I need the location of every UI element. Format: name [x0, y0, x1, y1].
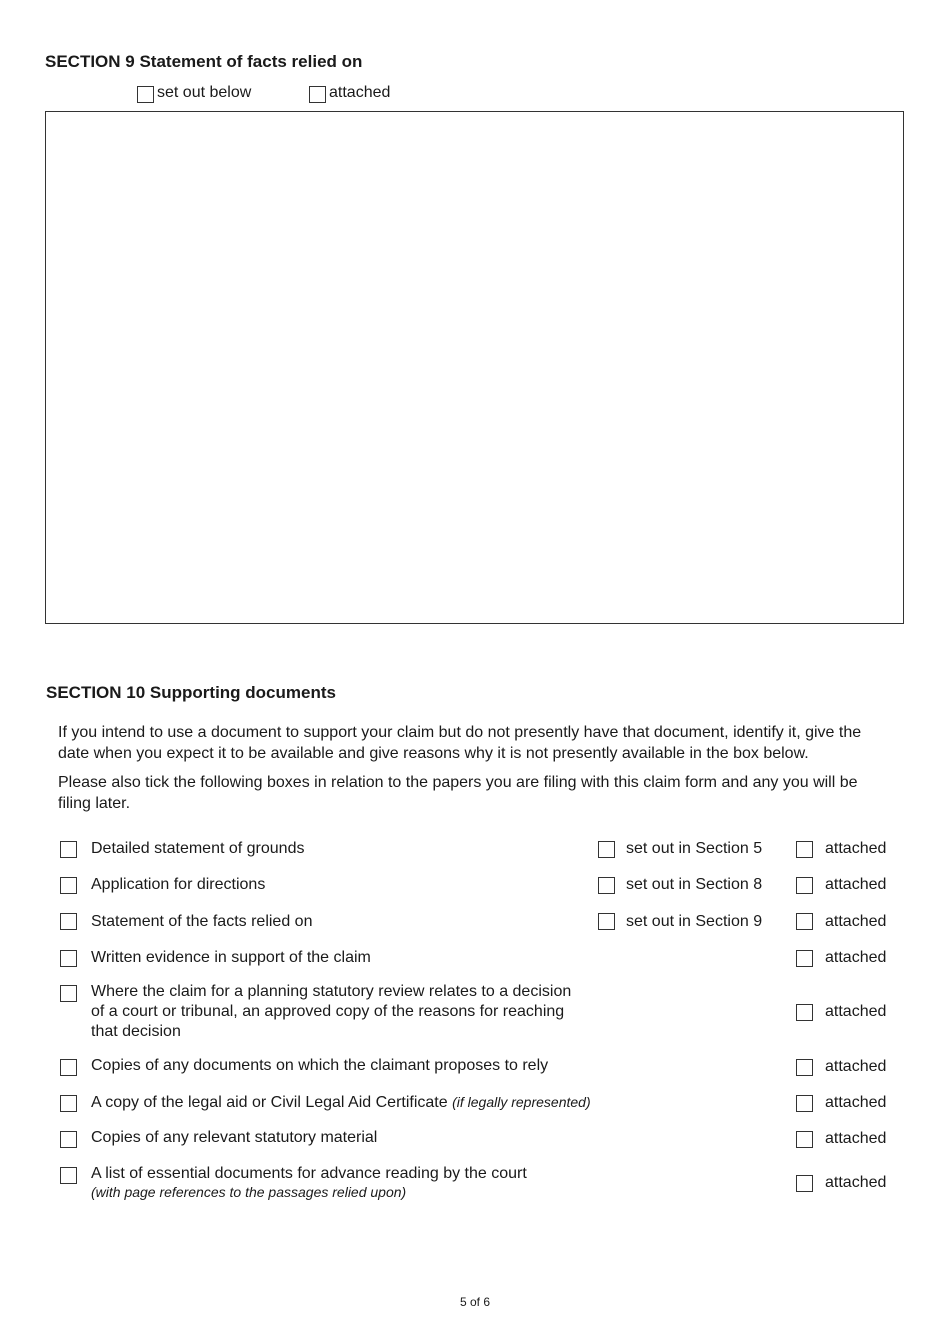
document-checkbox[interactable]: [60, 985, 77, 1002]
document-checkbox[interactable]: [60, 1131, 77, 1148]
document-checkbox[interactable]: [60, 841, 77, 858]
document-label: [91, 1092, 591, 1113]
attached-checkbox[interactable]: [796, 950, 813, 967]
attached-label: attached: [825, 840, 887, 857]
document-checkbox[interactable]: [60, 1059, 77, 1076]
attached-label: attached: [825, 1094, 887, 1111]
attached-checkbox[interactable]: [309, 86, 326, 103]
document-label-note: (if legally represented): [452, 1094, 591, 1110]
document-label: Statement of the facts relied on: [91, 913, 313, 930]
document-label: [91, 982, 571, 1042]
attached-label: attached: [825, 876, 887, 893]
document-checkbox[interactable]: [60, 877, 77, 894]
document-label: Written evidence in support of the claim: [91, 949, 371, 966]
attached-checkbox[interactable]: [796, 913, 813, 930]
document-label: Application for directions: [91, 876, 266, 893]
section-option-label: set out in Section 8: [626, 876, 763, 893]
instructions-line: Please also tick the following boxes in relation to the papers you are filing with this claim form and any you will be: [58, 774, 858, 791]
attached-checkbox[interactable]: [796, 1131, 813, 1148]
attached-checkbox[interactable]: [796, 1059, 813, 1076]
section-option-checkbox[interactable]: [598, 841, 615, 858]
attached-label: attached: [825, 949, 887, 966]
attached-checkbox[interactable]: [796, 1004, 813, 1021]
set-out-below-label: set out below: [157, 84, 252, 101]
document-label: Copies of any documents on which the claimant proposes to rely: [91, 1057, 549, 1074]
attached-label: attached: [825, 913, 887, 930]
document-label-text: A copy of the legal aid or Civil Legal Aid Certificate: [91, 1094, 448, 1111]
attached-label: attached: [825, 1058, 887, 1075]
document-checkbox[interactable]: [60, 1167, 77, 1184]
attached-label: attached: [825, 1003, 887, 1020]
attached-label: attached: [825, 1130, 887, 1147]
instructions-paragraph-1: [58, 722, 918, 764]
attached-label: attached: [329, 84, 391, 101]
section-option-checkbox[interactable]: [598, 913, 615, 930]
attached-checkbox[interactable]: [796, 841, 813, 858]
instructions-line: date when you expect it to be available and give reasons why it is not presently available in the box below.: [58, 745, 809, 762]
section-option-label: set out in Section 9: [626, 913, 763, 930]
set-out-below-checkbox[interactable]: [137, 86, 154, 103]
instructions-line: filing later.: [58, 795, 131, 812]
section-option-label: set out in Section 5: [626, 840, 763, 857]
document-label: [91, 1164, 527, 1201]
section-9-heading: SECTION 9 Statement of facts relied on: [45, 52, 363, 71]
section-10-heading: SECTION 10 Supporting documents: [46, 683, 336, 702]
instructions-paragraph-2: [58, 772, 918, 814]
section-option-checkbox[interactable]: [598, 877, 615, 894]
document-label: Detailed statement of grounds: [91, 840, 305, 857]
page-number: 5 of 6: [459, 1295, 491, 1309]
document-label-note: (with page references to the passages relied upon): [91, 1184, 407, 1200]
document-label-line: Where the claim for a planning statutory review relates to a decision: [91, 983, 572, 1000]
attached-checkbox[interactable]: [796, 877, 813, 894]
instructions-line: If you intend to use a document to support your claim but do not presently have that document, identify it, give the: [58, 724, 862, 741]
document-checkbox[interactable]: [60, 950, 77, 967]
document-checkbox[interactable]: [60, 1095, 77, 1112]
document-label-line: of a court or tribunal, an approved copy of the reasons for reaching: [91, 1003, 565, 1020]
attached-label: attached: [825, 1174, 887, 1191]
document-checkbox[interactable]: [60, 913, 77, 930]
statement-of-facts-textbox[interactable]: [45, 111, 904, 624]
attached-checkbox[interactable]: [796, 1175, 813, 1192]
document-label: Copies of any relevant statutory material: [91, 1129, 378, 1146]
document-label-line: that decision: [91, 1023, 181, 1040]
attached-checkbox[interactable]: [796, 1095, 813, 1112]
document-label-text: A list of essential documents for advance reading by the court: [91, 1165, 527, 1182]
